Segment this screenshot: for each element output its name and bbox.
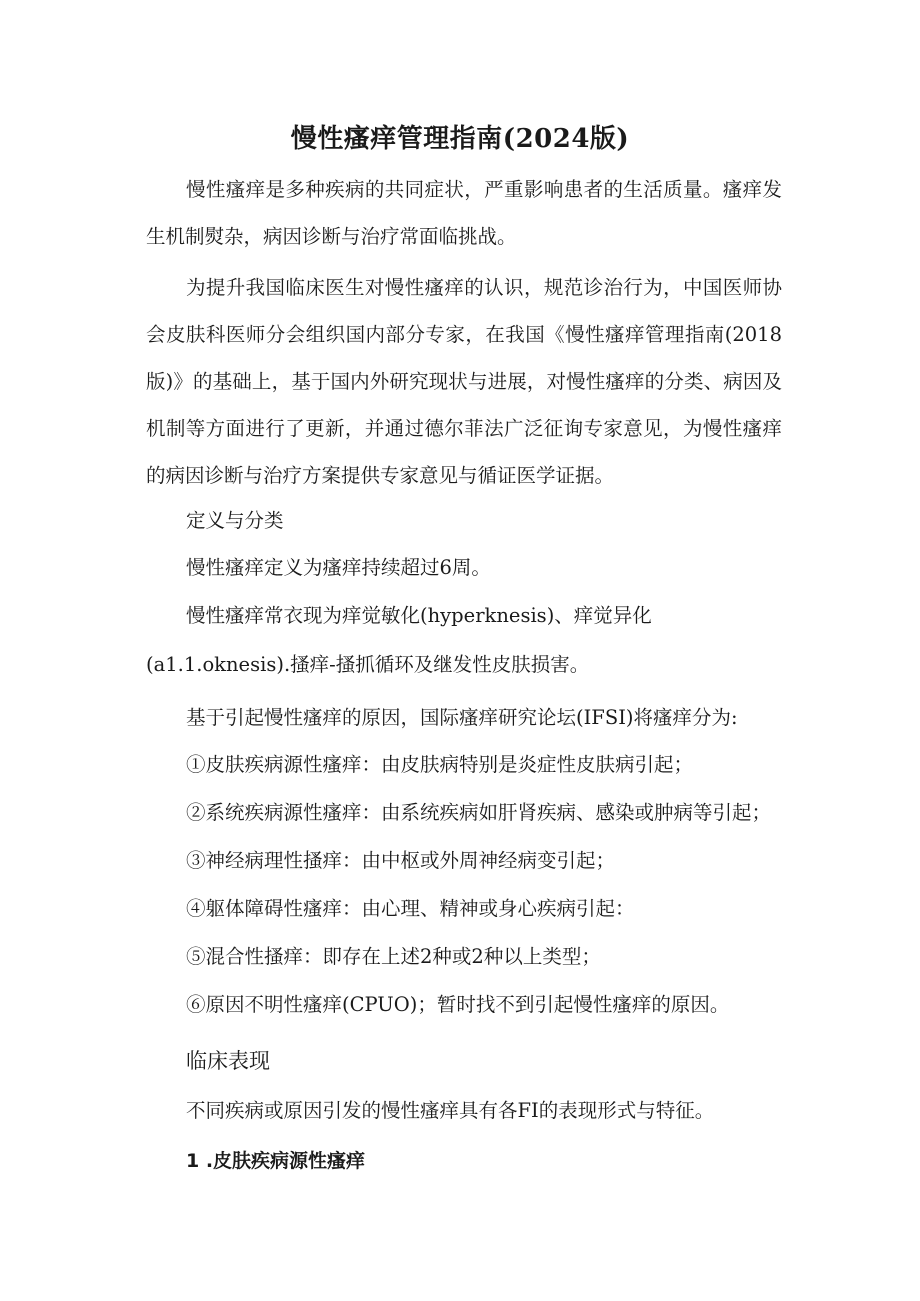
- classification-item: ⑥原因不明性瘙痒(CPUO)；暂时找不到引起慢性瘙痒的原因。: [186, 993, 730, 1016]
- section-heading-definition: 定义与分类: [186, 509, 284, 532]
- classification-item: ②系统疾病源性瘙痒：由系统疾病如肝肾疾病、感染或肿病等引起；: [186, 801, 772, 824]
- intro-paragraph-2: 为提升我国临床医生对慢性瘙痒的认识，规范诊治行为，中国医师协会皮肤科医师分会组织国内部分专家，在我国《慢性瘙痒管理指南(2018版)》的基础上，基于国内外研究现状与进展，对慢性瘙痒的分类、病因及机制等方面进行了更新，并通过德尔菲法广泛征询专家意见，为慢性瘙痒的病因诊断与治疗方案提供专家意见与循证医学证据。: [146, 276, 782, 487]
- classification-item: ③神经病理性搔痒：由中枢或外周神经病变引起；: [186, 849, 616, 872]
- manifestation-line-2: (a1.1.oknesis).搔痒-搔抓循环及继发性皮肤损害。: [146, 653, 590, 676]
- manifestation-line-1: 慢性瘙痒常衣现为痒觉敏化(hyperknesis)、痒觉异化: [186, 604, 652, 627]
- subsection-heading-skin: 1 .皮肤疾病源性瘙痒: [186, 1150, 366, 1172]
- classification-item: ①皮肤疾病源性瘙痒：由皮肤病特别是炎症性皮肤病引起；: [186, 753, 694, 776]
- intro-paragraph-1: 慢性瘙痒是多种疾病的共同症状，严重影响患者的生活质量。瘙痒发生机制熨杂，病因诊断与治疗常面临挑战。: [146, 178, 782, 248]
- clinical-intro-line: 不同疾病或原因引发的慢性瘙痒具有各FI的表现形式与特征。: [186, 1099, 715, 1122]
- document-title: 慢性瘙痒管理指南(2024版): [290, 124, 630, 155]
- classification-item: ④躯体障碍性瘙痒：由心理、精神或身心疾病引起：: [186, 897, 635, 920]
- section-heading-clinical: 临床表现: [186, 1049, 270, 1073]
- definition-line: 慢性瘙痒定义为瘙痒持续超过6周。: [186, 556, 491, 579]
- ifsi-classification-line: 基于引起慢性瘙痒的原因，国际瘙痒研究论坛(IFSI)将瘙痒分为:: [186, 706, 738, 729]
- classification-item: ⑤混合性搔痒：即存在上述2种或2种以上类型；: [186, 945, 601, 968]
